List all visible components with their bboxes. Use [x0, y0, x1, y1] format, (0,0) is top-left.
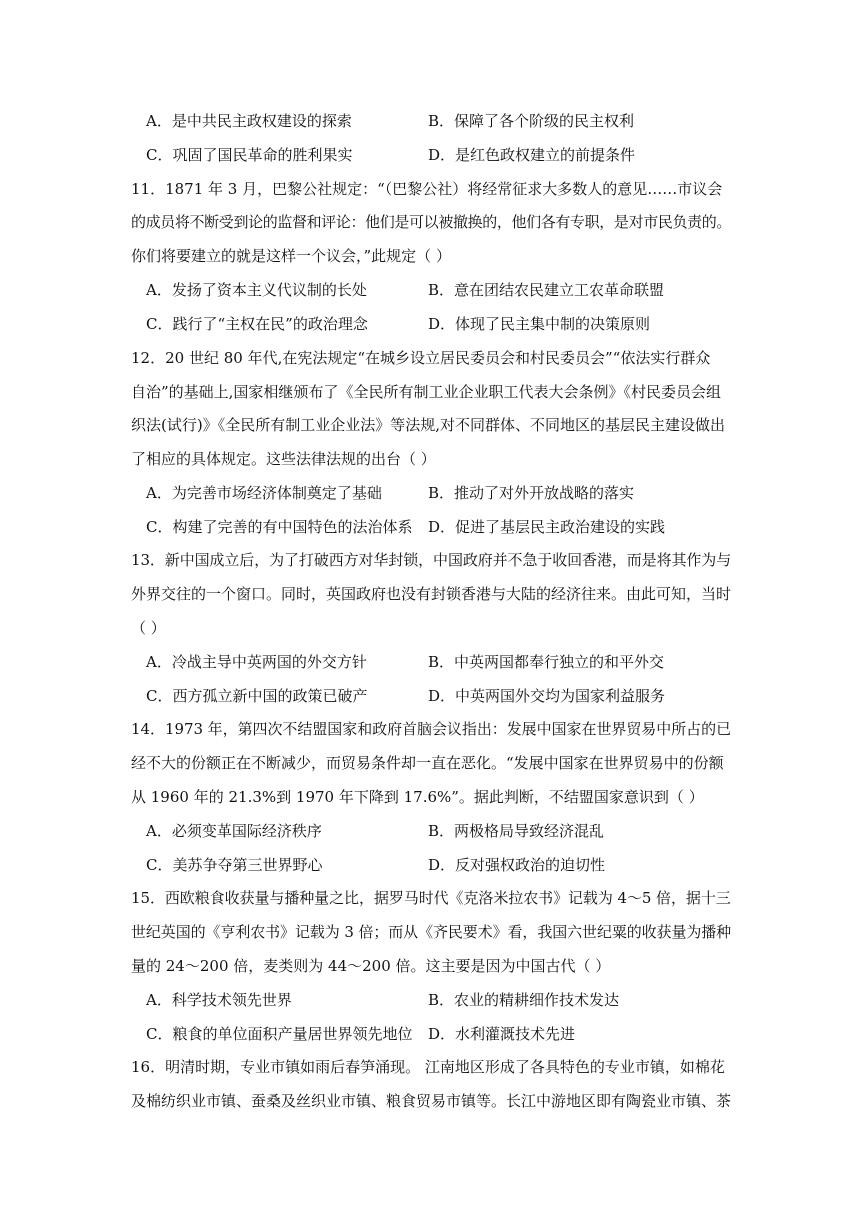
q11-option-b: B．意在团结农民建立工农革命联盟 — [428, 281, 665, 299]
q15-stem-line: 量的 24～200 倍，麦类则为 44～200 倍。这主要是因为中国古代（ ） — [131, 957, 611, 975]
q12-option-a: A．为完善市场经济体制奠定了基础 — [146, 484, 382, 502]
q11-stem-line: 你们将要建立的就是这样一个议会，”此规定（ ） — [131, 247, 451, 265]
q12-option-c: C．构建了完善的有中国特色的法治体系 — [146, 518, 413, 536]
q14-stem-line: 从 1960 年的 21.3%到 1970 年下降到 17.6%”。据此判断，不结盟国家意识到（ ） — [131, 788, 704, 806]
q15-option-a: A．科学技术领先世界 — [146, 991, 292, 1009]
q12-option-d: D．促进了基层民主政治建设的实践 — [428, 518, 666, 536]
q12-stem-line: 12．20 世纪 80 年代,在宪法规定“在城乡设立居民委员会和村民委员会”“依法实行群众 — [131, 349, 711, 367]
q14-option-c: C．美苏争夺第三世界野心 — [146, 856, 323, 874]
q16-stem-line: 16．明清时期，专业市镇如雨后春笋涌现。 江南地区形成了各具特色的专业市镇，如棉花 — [131, 1058, 725, 1076]
q14-stem-line: 经不大的份额正在不断减少，而贸易条件却一直在恶化。“发展中国家在世界贸易中的份额 — [131, 754, 724, 772]
q11-option-d: D．体现了民主集中制的决策原则 — [428, 315, 651, 333]
q12-stem-line: 织法(试行)》《全民所有制工业企业法》等法规,对不同群体、不同地区的基层民主建设做出 — [131, 416, 725, 434]
q13-option-b: B．中英两国都奉行独立的和平外交 — [428, 653, 665, 671]
q15-option-d: D．水利灌溉技术先进 — [428, 1025, 576, 1043]
q14-option-d: D．反对强权政治的迫切性 — [428, 856, 606, 874]
q15-option-c: C．粮食的单位面积产量居世界领先地位 — [146, 1025, 413, 1043]
q12-stem-line: 自治”的基础上,国家相继颁布了《全民所有制工业企业职工代表大会条例》《村民委员会组 — [131, 383, 721, 401]
q13-stem-line: 13．新中国成立后，为了打破西方对华封锁，中国政府并不急于收回香港，而是将其作为与 — [131, 551, 732, 569]
q10-option-a: A．是中共民主政权建设的探索 — [146, 112, 352, 130]
q11-option-c: C．践行了“主权在民”的政治理念 — [146, 315, 368, 333]
q14-option-a: A．必须变革国际经济秩序 — [146, 822, 322, 840]
q12-stem-line: 了相应的具体规定。这些法律法规的出台（ ） — [131, 450, 436, 468]
q11-stem-line: 11．1871 年 3 月，巴黎公社规定：“（巴黎公社）将经常征求大多数人的意见……市议会 — [131, 180, 723, 198]
q13-option-c: C．西方孤立新中国的政策已破产 — [146, 687, 368, 705]
q10-option-b: B．保障了各个阶级的民主权利 — [428, 112, 635, 130]
q14-stem-line: 14．1973 年，第四次不结盟国家和政府首脑会议指出：发展中国家在世界贸易中所占的已 — [131, 720, 732, 738]
q10-option-c: C．巩固了国民革命的胜利果实 — [146, 146, 353, 164]
q13-stem-line: （ ） — [131, 619, 166, 637]
q11-option-a: A．发扬了资本主义代议制的长处 — [146, 281, 367, 299]
q13-stem-line: 外界交往的一个窗口。同时，英国政府也没有封锁香港与大陆的经济往来。由此可知，当时 — [131, 585, 732, 603]
q10-option-d: D．是红色政权建立的前提条件 — [428, 146, 636, 164]
q15-stem-line: 世纪英国的《亨利农书》记载为 3 倍；而从《齐民要术》看，我国六世纪粟的收获量为播种 — [131, 923, 732, 941]
q15-option-b: B．农业的精耕细作技术发达 — [428, 991, 620, 1009]
q14-option-b: B．两极格局导致经济混乱 — [428, 822, 605, 840]
q13-option-d: D．中英两国外交均为国家利益服务 — [428, 687, 666, 705]
q11-stem-line: 的成员将不断受到论的监督和评论：他们是可以被撤换的，他们各有专职，是对市民负责的。 — [131, 213, 732, 231]
q13-option-a: A．冷战主导中英两国的外交方针 — [146, 653, 367, 671]
q12-option-b: B．推动了对外开放战略的落实 — [428, 484, 635, 502]
q16-stem-line: 及棉纺织业市镇、蚕桑及丝织业市镇、粮食贸易市镇等。长江中游地区即有陶瓷业市镇、茶 — [131, 1092, 732, 1110]
q15-stem-line: 15．西欧粮食收获量与播种量之比，据罗马时代《克洛米拉农书》记载为 4～5 倍，据十三 — [131, 889, 731, 907]
